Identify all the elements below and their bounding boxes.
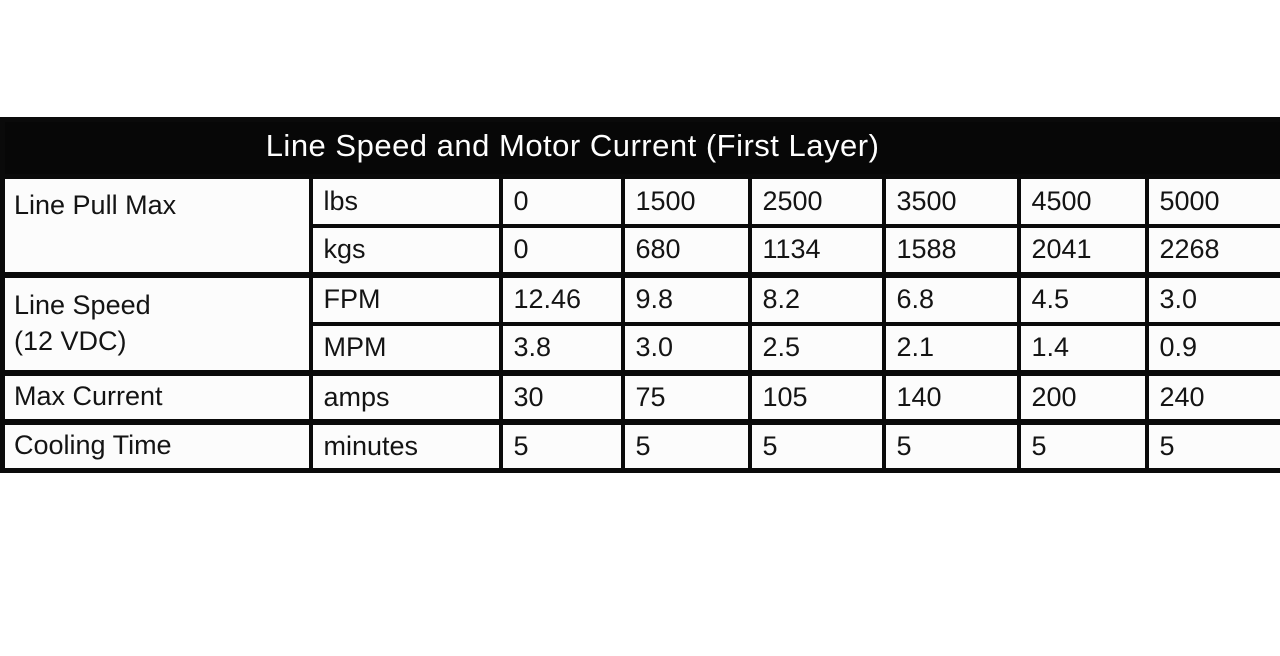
value-cell: 3.8 bbox=[501, 324, 623, 373]
value-cell: 75 bbox=[623, 373, 750, 422]
row-label: Line Speed bbox=[14, 289, 151, 320]
row-label: Cooling Time bbox=[14, 430, 172, 461]
row-label-cell bbox=[3, 422, 311, 471]
value-cell: 4500 bbox=[1019, 177, 1147, 226]
table-row-minutes bbox=[3, 422, 1280, 471]
row-label-line2: (12 VDC) bbox=[14, 325, 127, 356]
value-cell: 6.8 bbox=[884, 275, 1019, 324]
value-cell: 0 bbox=[501, 177, 623, 226]
table-title: Line Speed and Motor Current (First Layer) bbox=[3, 120, 1280, 177]
title-row bbox=[3, 120, 1280, 177]
value-cell: 12.46 bbox=[501, 275, 623, 324]
value-cell: 5 bbox=[1019, 422, 1147, 471]
value-cell: 5 bbox=[750, 422, 884, 471]
value-cell: 680 bbox=[623, 226, 750, 275]
value-cell: 240 bbox=[1147, 373, 1280, 422]
value-cell: 1134 bbox=[750, 226, 884, 275]
value-cell: 8.2 bbox=[750, 275, 884, 324]
unit-cell: lbs bbox=[311, 177, 501, 226]
value-cell: 3500 bbox=[884, 177, 1019, 226]
value-cell: 2268 bbox=[1147, 226, 1280, 275]
value-cell: 2500 bbox=[750, 177, 884, 226]
row-label-cell bbox=[3, 177, 311, 275]
value-cell: 5 bbox=[884, 422, 1019, 471]
unit-cell: FPM bbox=[311, 275, 501, 324]
value-cell: 9.8 bbox=[623, 275, 750, 324]
value-cell: 2.1 bbox=[884, 324, 1019, 373]
row-label: Max Current bbox=[14, 381, 163, 412]
value-cell: 2.5 bbox=[750, 324, 884, 373]
value-cell: 4.5 bbox=[1019, 275, 1147, 324]
value-cell: 3.0 bbox=[623, 324, 750, 373]
row-label: Line Pull Max bbox=[14, 190, 177, 220]
value-cell: 5 bbox=[501, 422, 623, 471]
value-cell: 30 bbox=[501, 373, 623, 422]
table-row-fpm bbox=[3, 275, 1280, 324]
value-cell: 200 bbox=[1019, 373, 1147, 422]
unit-cell: kgs bbox=[311, 226, 501, 275]
row-label-cell bbox=[3, 373, 311, 422]
value-cell: 1500 bbox=[623, 177, 750, 226]
value-cell: 0 bbox=[501, 226, 623, 275]
value-cell: 3.0 bbox=[1147, 275, 1280, 324]
value-cell: 1588 bbox=[884, 226, 1019, 275]
value-cell: 5000 bbox=[1147, 177, 1280, 226]
value-cell: 2041 bbox=[1019, 226, 1147, 275]
spec-table bbox=[0, 117, 1280, 473]
value-cell: 1.4 bbox=[1019, 324, 1147, 373]
row-label-cell bbox=[3, 275, 311, 373]
value-cell: 5 bbox=[623, 422, 750, 471]
value-cell: 5 bbox=[1147, 422, 1280, 471]
value-cell: 0.9 bbox=[1147, 324, 1280, 373]
value-cell: 105 bbox=[750, 373, 884, 422]
table-row-lbs bbox=[3, 177, 1280, 226]
table-row-amps bbox=[3, 373, 1280, 422]
unit-cell: MPM bbox=[311, 324, 501, 373]
unit-cell: minutes bbox=[311, 422, 501, 471]
value-cell: 140 bbox=[884, 373, 1019, 422]
unit-cell: amps bbox=[311, 373, 501, 422]
